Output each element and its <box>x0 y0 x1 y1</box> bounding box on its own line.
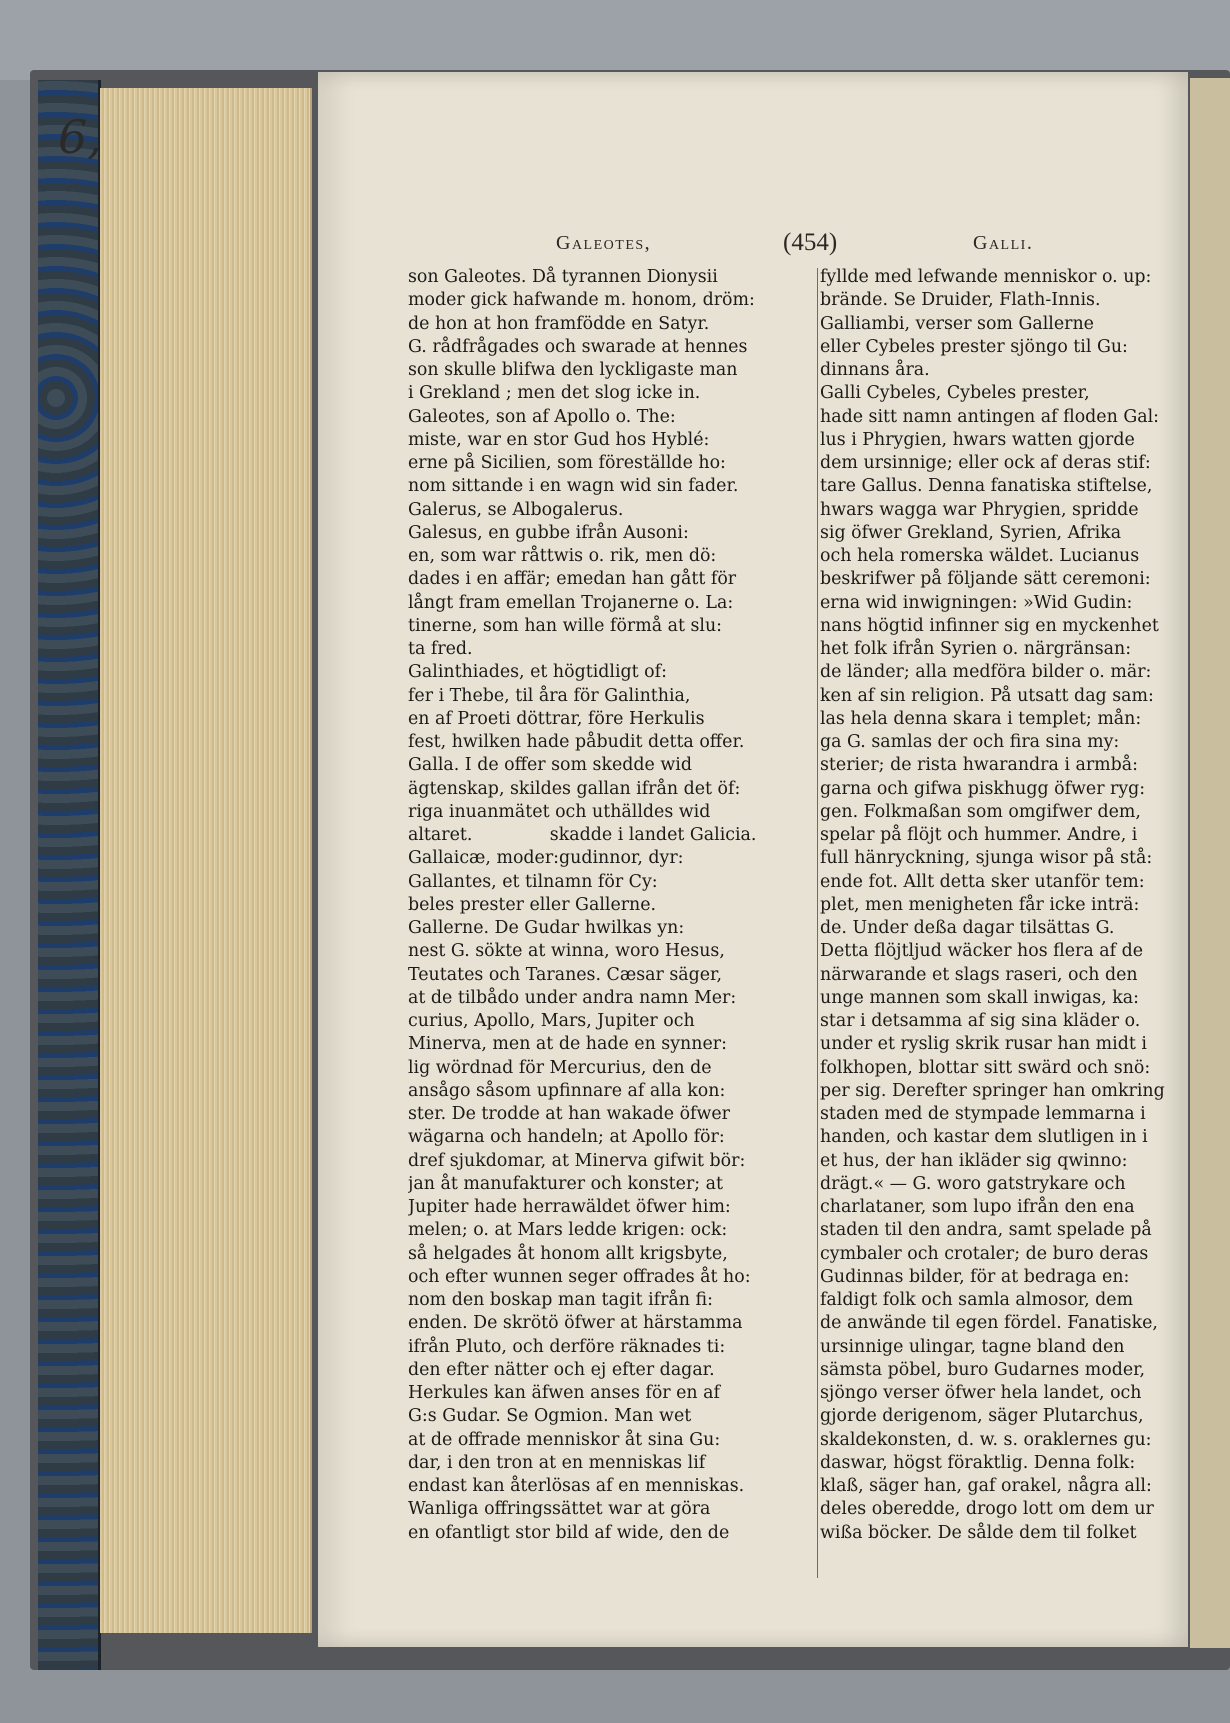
text-line: Teutates och Taranes. Cæsar säger, <box>408 964 722 985</box>
text-line: staden til den andra, samt spelade på <box>820 1220 1152 1241</box>
text-line: i Grekland ; men det slog icke in. <box>408 383 701 404</box>
text-line: Galliambi, verser som Gallerne <box>820 313 1094 334</box>
text-line: Galerus, se Albogalerus. <box>408 499 624 520</box>
text-line: klaß, säger han, gaf orakel, några all: <box>820 1476 1152 1496</box>
text-line: miste, war en stor Gud hos Hyblé: <box>408 429 710 450</box>
text-line: sig öfwer Grekland, Syrien, Afrika <box>820 522 1122 543</box>
text-line: Gallerne. De Gudar hwilkas yn: <box>408 918 685 938</box>
text-line: star i detsamma af sig sina kläder o. <box>820 1011 1141 1031</box>
text-line: de länder; alla medföra bilder o. mär: <box>820 662 1152 683</box>
text-line: lig wördnad för Mercurius, den de <box>408 1057 712 1078</box>
text-line: ta fred. <box>408 639 473 659</box>
text-line: Galli Cybeles, Cybeles prester, <box>820 383 1090 404</box>
text-line: fer i Thebe, til åra för Galinthia, <box>408 685 691 706</box>
text-line: hade sitt namn antingen af floden Gal: <box>820 406 1160 427</box>
text-line: nom den boskap man tagit ifrån fi: <box>408 1290 713 1310</box>
text-line: Detta flöjtljud wäcker hos flera af de <box>820 941 1144 962</box>
text-line: handen, och kastar dem slutligen in i <box>820 1127 1148 1148</box>
text-line: plet, men menigheten får icke inträ: <box>820 894 1140 915</box>
text-line: dades i en affär; emedan han gått för <box>408 569 737 590</box>
text-line: son Galeotes. Då tyrannen Dionysii <box>408 267 718 287</box>
text-line: Galla. I de offer som skedde wid <box>408 755 692 776</box>
text-line: erna wid inwigningen: »Wid Gudin: <box>820 592 1133 613</box>
text-line: så helgades åt honom allt krigsbyte, <box>408 1243 728 1264</box>
shelfmark: 6, <box>58 110 102 164</box>
text-line: Gallaicæ, moder:gudinnor, dyr: <box>408 848 684 869</box>
text-line: de hon at hon framfödde en Satyr. <box>408 313 710 334</box>
text-line: lus i Phrygien, hwars watten gjorde <box>820 429 1135 450</box>
text-line: full hänryckning, sjunga wisor på stå: <box>820 848 1153 869</box>
text-line: tinerne, som han wille förmå at slu: <box>408 615 723 636</box>
text-line: ägtenskap, skildes gallan ifrån det öf: <box>408 778 741 799</box>
backdrop <box>0 0 1230 80</box>
text-line: erne på Sicilien, som föreställde ho: <box>408 453 726 473</box>
text-line: ansågo såsom upfinnare af alla kon: <box>408 1080 726 1101</box>
text-line: ga G. samlas der och fira sina my: <box>820 732 1120 752</box>
text-line: de. Under deßa dagar tilsättas G. <box>820 918 1115 938</box>
text-line: Gudinnas bilder, för at bedraga en: <box>820 1266 1130 1287</box>
text-line: spelar på flöjt och hummer. Andre, i <box>820 825 1138 845</box>
text-line: Minerva, men at de hade en synner: <box>408 1034 727 1055</box>
text-line: dar, i den tron at en menniskas lif <box>408 1452 706 1473</box>
text-line: de anwände til egen fördel. Fanatiske, <box>820 1313 1158 1334</box>
text-line: drägt.« — G. woro gatstrykare och <box>820 1173 1126 1194</box>
text-line: las hela denna skara i templet; mån: <box>820 708 1142 729</box>
text-line: ifrån Pluto, och derföre räknades ti: <box>408 1336 726 1357</box>
text-line: wägarna och handeln; at Apollo för: <box>408 1127 725 1148</box>
text-line: ken af sin religion. På utsatt dag sam: <box>820 685 1154 706</box>
text-line: Galesus, en gubbe ifrån Ausoni: <box>408 522 689 543</box>
text-line: gen. Folkmaßan som omgifwer dem, <box>820 801 1141 822</box>
text-line: nest G. sökte at winna, woro Hesus, <box>408 941 725 962</box>
text-line: G. rådfrågades och swarade at hennes <box>408 336 748 357</box>
text-line: son skulle blifwa den lyckligaste man <box>408 360 738 380</box>
text-line: tare Gallus. Denna fanatiska stiftelse, <box>820 476 1153 497</box>
text-line: sjöngo verser öfwer hela landet, och <box>820 1383 1142 1403</box>
text-line: ursinnige ulingar, tagne bland den <box>820 1336 1125 1357</box>
text-line: en ofantligt stor bild af wide, den de <box>408 1522 730 1543</box>
book-page <box>318 72 1188 1647</box>
text-line: endast kan återlösas af en menniskas. <box>408 1476 745 1496</box>
text-line: garna och gifwa piskhugg öfwer ryg: <box>820 778 1146 799</box>
text-line: ster. De trodde at han wakade öfwer <box>408 1104 730 1124</box>
text-column-left <box>408 266 828 1545</box>
text-line: at de tilbådo under andra namn Mer: <box>408 987 737 1008</box>
text-line: het folk ifrån Syrien o. närgränsan: <box>820 639 1132 659</box>
text-line: dinnans åra. <box>820 360 930 380</box>
marbled-cover-board <box>38 80 101 1670</box>
text-line: per sig. Derefter springer han omkring <box>820 1080 1165 1101</box>
text-line: cymbaler och crotaler; de buro deras <box>820 1243 1149 1264</box>
text-line: dem ursinnige; eller ock af deras stif: <box>820 453 1151 473</box>
text-line: ende fot. Allt detta sker utanför tem: <box>820 871 1145 892</box>
text-line: sämsta pöbel, buro Gudarnes moder, <box>820 1359 1146 1380</box>
text-line: eller Cybeles prester sjöngo til Gu: <box>820 336 1128 357</box>
text-line: deles oberedde, drogo lott om dem ur <box>820 1499 1154 1520</box>
text-line: riga inuanmätet och uthälldes wid <box>408 801 711 822</box>
text-line: fyllde med lefwande menniskor o. up: <box>820 267 1152 287</box>
text-line: långt fram emellan Trojanerne o. La: <box>408 592 734 613</box>
text-line: nom sittande i en wagn wid sin fader. <box>408 476 739 497</box>
text-line: beles prester eller Gallerne. <box>408 894 657 915</box>
text-line: et hus, der han ikläder sig qwinno: <box>820 1150 1128 1171</box>
header-right-catchword: Galli. <box>973 232 1034 254</box>
text-line: at de offrade menniskor åt sina Gu: <box>408 1429 721 1450</box>
running-header <box>318 229 1188 262</box>
text-line: jan åt manufakturer och konster; at <box>408 1173 724 1194</box>
text-line: och hela romerska wäldet. Lucianus <box>820 546 1140 566</box>
page-number: (454) <box>783 229 838 256</box>
text-line: melen; o. at Mars ledde krigen: ock: <box>408 1220 728 1241</box>
text-line: staden med de stympade lemmarna i <box>820 1104 1146 1124</box>
text-line: och efter wunnen seger offrades åt ho: <box>408 1266 751 1287</box>
text-line: den efter nätter och ej efter dagar. <box>408 1359 715 1380</box>
text-line: under et ryslig skrik rusar han midt i <box>820 1034 1147 1055</box>
text-line: sterier; de rista hwarandra i armbå: <box>820 755 1139 776</box>
text-line: folkhopen, blottar sitt swärd och snö: <box>820 1057 1151 1078</box>
text-line: närwarande et slags raseri, och den <box>820 964 1138 985</box>
next-page-edge <box>1190 78 1230 1648</box>
text-line: Galeotes, son af Apollo o. The: <box>408 406 676 427</box>
text-line: Galinthiades, et högtidligt of: <box>408 662 667 683</box>
text-line: brände. Se Druider, Flath-Innis. <box>820 290 1101 311</box>
text-line: Herkules kan äfwen anses för en af <box>408 1383 720 1403</box>
text-line: charlataner, som lupo ifrån den ena <box>820 1197 1135 1217</box>
text-line: G:s Gudar. Se Ogmion. Man wet <box>408 1406 692 1427</box>
text-line: Wanliga offringssättet war at göra <box>408 1499 711 1520</box>
text-line: altaret. skadde i landet Galicia. <box>408 825 757 845</box>
column-rule <box>817 268 818 1578</box>
text-line: faldigt folk och samla almosor, dem <box>820 1290 1134 1310</box>
text-line: fest, hwilken hade påbudit detta offer. <box>408 732 745 752</box>
text-line: gjorde derigenom, säger Plutarchus, <box>820 1406 1144 1427</box>
text-line: moder gick hafwande m. honom, dröm: <box>408 290 755 311</box>
text-line: unge mannen som skall inwigas, ka: <box>820 987 1139 1008</box>
page-edges-stack <box>100 88 312 1633</box>
text-line: daswar, högst föraktlig. Denna folk: <box>820 1452 1136 1473</box>
text-line: enden. De skrötö öfwer at härstamma <box>408 1313 743 1334</box>
text-line: Jupiter hade herrawäldet öfwer him: <box>408 1197 731 1217</box>
text-line: dref sjukdomar, at Minerva gifwit bör: <box>408 1150 746 1171</box>
text-line: Gallantes, et tilnamn för Cy: <box>408 871 658 892</box>
text-line: skaldekonsten, d. w. s. oraklernes gu: <box>820 1429 1152 1450</box>
text-line: nans högtid infinner sig en myckenhet <box>820 615 1159 636</box>
header-left-catchword: Galeotes, <box>556 232 652 254</box>
text-line: en af Proeti döttrar, före Herkulis <box>408 708 705 729</box>
text-line: en, som war råttwis o. rik, men dö: <box>408 546 717 566</box>
text-column-right <box>820 266 1180 1545</box>
text-line: hwars wagga war Phrygien, spridde <box>820 499 1139 520</box>
text-line: curius, Apollo, Mars, Jupiter och <box>408 1011 695 1031</box>
text-line: wißa böcker. De sålde dem til folket <box>820 1522 1137 1543</box>
text-line: beskrifwer på följande sätt ceremoni: <box>820 569 1151 590</box>
